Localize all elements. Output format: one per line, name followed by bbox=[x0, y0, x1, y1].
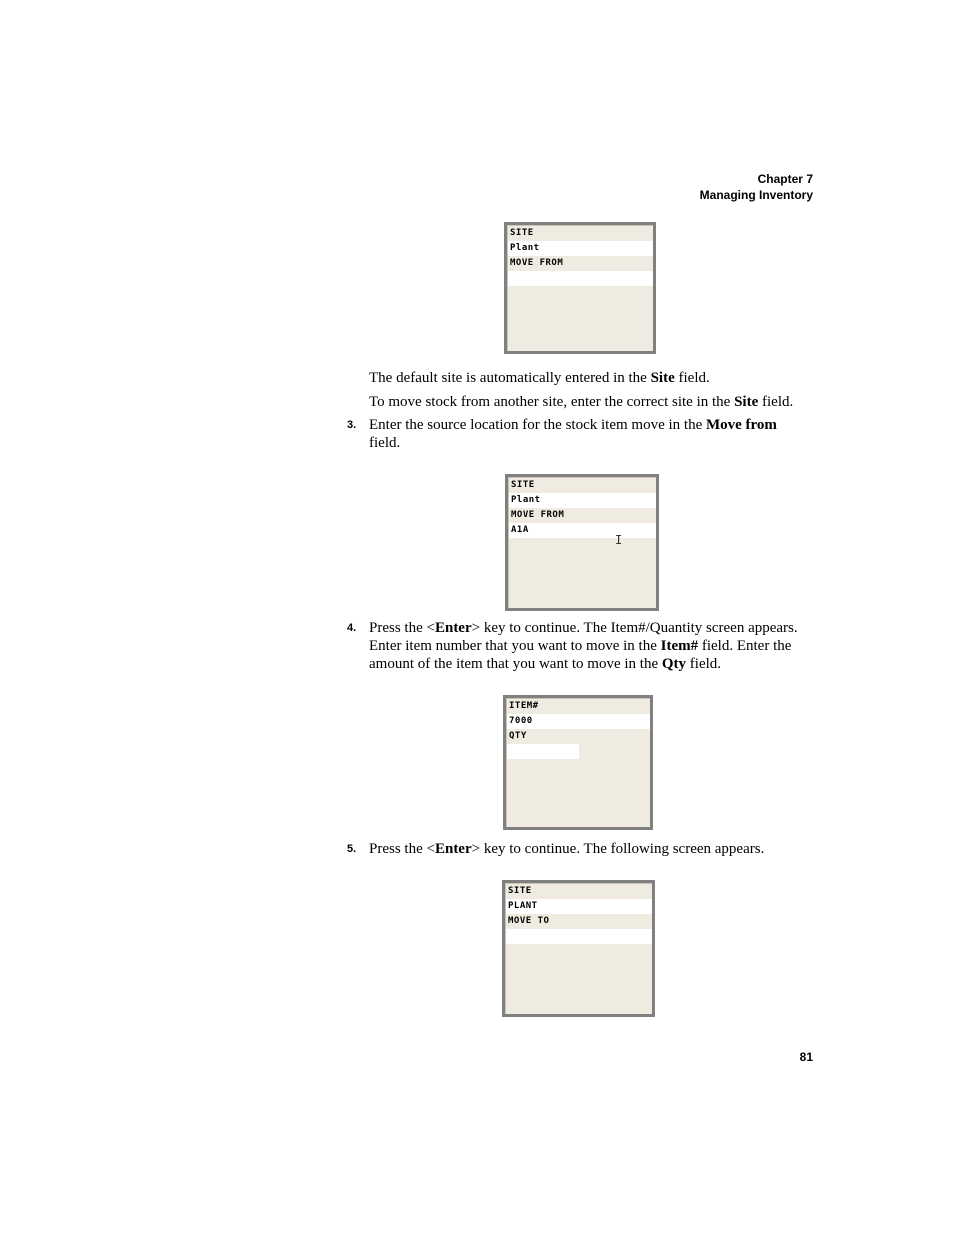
screen-label-move-to: MOVE TO bbox=[508, 916, 550, 926]
screen-label-site: SITE bbox=[510, 228, 534, 238]
terminal-screen-site-move-to bbox=[502, 880, 655, 1017]
screen-field-site[interactable]: Plant bbox=[508, 241, 653, 256]
screen-field-item[interactable]: 7000 bbox=[507, 714, 650, 729]
screen-field-site[interactable]: PLANT bbox=[506, 899, 652, 914]
step-number-5: 5. bbox=[347, 843, 357, 855]
screen-field-site[interactable]: Plant bbox=[509, 493, 656, 508]
screen-field-move-from[interactable]: A1A bbox=[509, 523, 656, 538]
screen-label-move-from: MOVE FROM bbox=[510, 258, 564, 268]
chapter-label: Chapter 7 bbox=[757, 172, 813, 186]
screen-field-move-from[interactable] bbox=[508, 271, 653, 286]
paragraph-default-site: The default site is automatically entered in the Site field. bbox=[369, 370, 710, 386]
screen-label-site: SITE bbox=[508, 886, 532, 896]
terminal-screen-item-qty bbox=[503, 695, 653, 830]
screen-label-qty: QTY bbox=[509, 731, 527, 741]
chapter-title: Managing Inventory bbox=[699, 188, 813, 202]
page-number: 81 bbox=[799, 1050, 813, 1064]
step-3-text: Enter the source location for the stock item move in the Move from field. bbox=[369, 417, 777, 451]
running-header bbox=[700, 171, 813, 203]
screen-field-qty[interactable] bbox=[507, 744, 579, 759]
screen-label-site: SITE bbox=[511, 480, 535, 490]
screen-field-move-to[interactable] bbox=[506, 929, 652, 944]
step-5-text: Press the <Enter> key to continue. The following screen appears. bbox=[369, 841, 765, 857]
screen-label-move-from: MOVE FROM bbox=[511, 510, 565, 520]
step-number-4: 4. bbox=[347, 622, 357, 634]
text-cursor-icon: I bbox=[615, 533, 623, 547]
paragraph-other-site: To move stock from another site, enter the correct site in the Site field. bbox=[369, 394, 794, 410]
terminal-screen-site-move-from bbox=[504, 222, 656, 354]
terminal-screen-move-from-filled bbox=[505, 474, 659, 611]
step-number-3: 3. bbox=[347, 419, 357, 431]
step-4-text: Press the <Enter> key to continue. The Item#/Quantity screen appears. Enter item number that you want to move in the Item# field. Enter the amount of the item that you want to move in the Qty field. bbox=[369, 620, 798, 672]
screen-label-item: ITEM# bbox=[509, 701, 539, 711]
